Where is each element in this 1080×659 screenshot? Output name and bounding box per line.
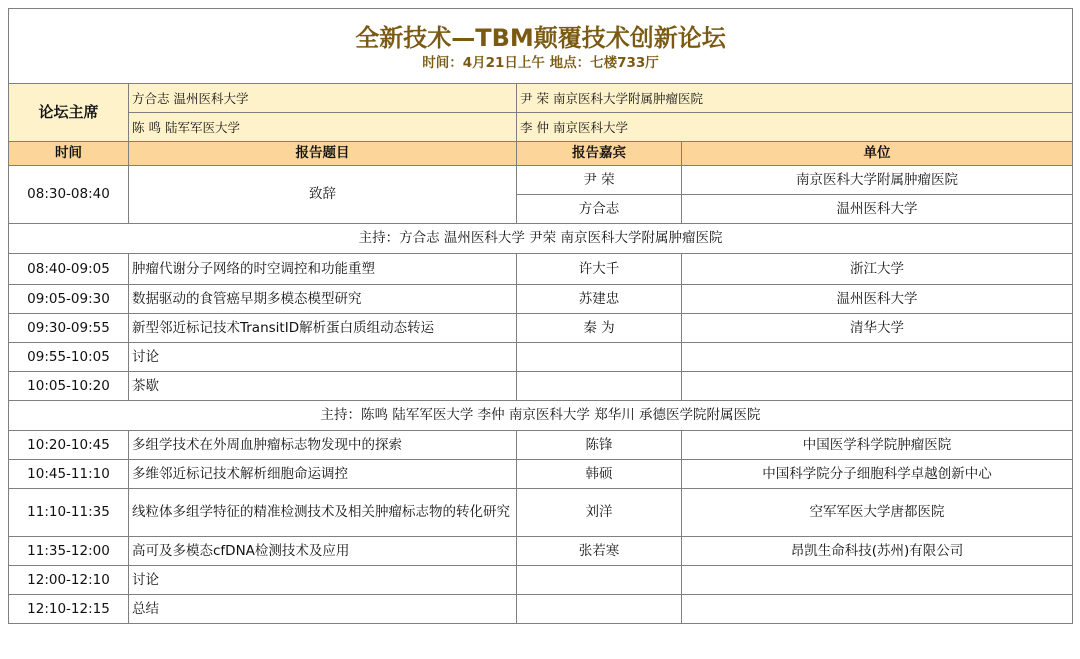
- row-unit: [682, 372, 1073, 401]
- row-time: 12:10-12:15: [9, 595, 129, 624]
- table-row: [9, 566, 1073, 595]
- table-row: [9, 595, 1073, 624]
- row-speaker: 苏建忠: [517, 285, 682, 314]
- speaker-unit: 温州医科大学: [682, 195, 1073, 224]
- opening-topic: 致辞: [129, 166, 517, 224]
- speaker-unit: 南京医科大学附属肿瘤医院: [682, 166, 1073, 195]
- session-2-host: 主持：陈鸣 陆军军医大学 李仲 南京医科大学 郑华川 承德医学院附属医院: [9, 401, 1073, 431]
- forum-time-location: 时间：4月21日上午 地点：七楼733厅: [422, 55, 659, 71]
- row-speaker: 刘洋: [517, 489, 682, 537]
- chair-4: 李 仲 南京医科大学: [517, 113, 1073, 142]
- table-row: [9, 285, 1073, 314]
- row-unit: 昂凯生命科技(苏州)有限公司: [682, 537, 1073, 566]
- row-topic: 线粒体多组学特征的精准检测技术及相关肿瘤标志物的转化研究: [129, 489, 517, 537]
- table-row: [9, 254, 1073, 285]
- row-speaker: 张若寒: [517, 537, 682, 566]
- table-row: [9, 314, 1073, 343]
- row-topic: 高可及多模态cfDNA检测技术及应用: [129, 537, 517, 566]
- row-topic: 数据驱动的食管癌早期多模态模型研究: [129, 285, 517, 314]
- row-time: 08:40-09:05: [9, 254, 129, 285]
- host-row: [9, 224, 1073, 254]
- table-row: [9, 460, 1073, 489]
- row-time: 11:10-11:35: [9, 489, 129, 537]
- table-row: [9, 431, 1073, 460]
- row-topic: 肿瘤代谢分子网络的时空调控和功能重塑: [129, 254, 517, 285]
- chair-1: 方合志 温州医科大学: [129, 84, 517, 113]
- column-header-topic: 报告题目: [129, 142, 517, 166]
- table-row: [9, 537, 1073, 566]
- row-speaker: 秦 为: [517, 314, 682, 343]
- row-unit: 空军军医大学唐都医院: [682, 489, 1073, 537]
- row-speaker: [517, 343, 682, 372]
- row-topic: 总结: [129, 595, 517, 624]
- row-unit: [682, 566, 1073, 595]
- row-unit: 浙江大学: [682, 254, 1073, 285]
- chairs-label: 论坛主席: [9, 84, 129, 142]
- row-unit: 清华大学: [682, 314, 1073, 343]
- row-time: 09:05-09:30: [9, 285, 129, 314]
- row-speaker: [517, 595, 682, 624]
- row-unit: [682, 343, 1073, 372]
- row-topic: 新型邻近标记技术TransitID解析蛋白质组动态转运: [129, 314, 517, 343]
- row-topic: 讨论: [129, 343, 517, 372]
- table-row: [9, 343, 1073, 372]
- speaker-name: 方合志: [517, 195, 682, 224]
- forum-title: 全新技术—TBM颠覆技术创新论坛: [355, 24, 726, 52]
- row-time: 09:55-10:05: [9, 343, 129, 372]
- row-time: 10:05-10:20: [9, 372, 129, 401]
- column-header-speaker: 报告嘉宾: [517, 142, 682, 166]
- row-speaker: 韩硕: [517, 460, 682, 489]
- table-row: [9, 166, 1073, 195]
- row-time: 09:30-09:55: [9, 314, 129, 343]
- row-time: 11:35-12:00: [9, 537, 129, 566]
- host-row: [9, 401, 1073, 431]
- row-time: 10:45-11:10: [9, 460, 129, 489]
- row-speaker: 陈锋: [517, 431, 682, 460]
- row-speaker: [517, 372, 682, 401]
- row-topic: 茶歇: [129, 372, 517, 401]
- chair-3: 陈 鸣 陆军军医大学: [129, 113, 517, 142]
- row-topic: 多组学技术在外周血肿瘤标志物发现中的探索: [129, 431, 517, 460]
- agenda-table: [8, 8, 1073, 624]
- column-header-time: 时间: [9, 142, 129, 166]
- row-unit: 中国医学科学院肿瘤医院: [682, 431, 1073, 460]
- opening-time: 08:30-08:40: [9, 166, 129, 224]
- row-unit: 中国科学院分子细胞科学卓越创新中心: [682, 460, 1073, 489]
- row-topic: 多维邻近标记技术解析细胞命运调控: [129, 460, 517, 489]
- column-header-row: [9, 142, 1073, 166]
- row-speaker: [517, 566, 682, 595]
- row-time: 10:20-10:45: [9, 431, 129, 460]
- chair-2: 尹 荣 南京医科大学附属肿瘤医院: [517, 84, 1073, 113]
- title-block: [9, 9, 1073, 84]
- speaker-name: 尹 荣: [517, 166, 682, 195]
- table-row: [9, 372, 1073, 401]
- table-row: [9, 489, 1073, 537]
- session-1-host: 主持：方合志 温州医科大学 尹荣 南京医科大学附属肿瘤医院: [9, 224, 1073, 254]
- row-topic: 讨论: [129, 566, 517, 595]
- row-unit: 温州医科大学: [682, 285, 1073, 314]
- row-speaker: 许大千: [517, 254, 682, 285]
- row-unit: [682, 595, 1073, 624]
- row-time: 12:00-12:10: [9, 566, 129, 595]
- column-header-unit: 单位: [682, 142, 1073, 166]
